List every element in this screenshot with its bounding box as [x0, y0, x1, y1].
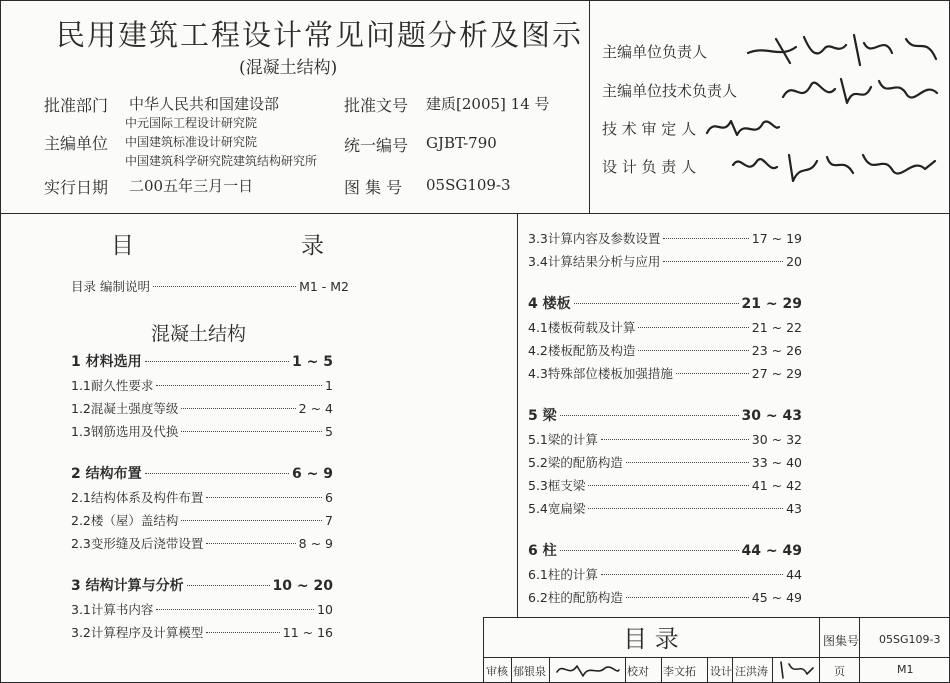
toc-item-label: 6.1柱的计算 — [528, 567, 598, 582]
resp-chief-tech-head: 主编单位技术负责人 — [602, 82, 738, 100]
unified-no-value: GJBT-790 — [426, 134, 497, 152]
toc-item-page: 27 ~ 29 — [751, 366, 802, 381]
toc-leader — [601, 439, 749, 440]
toc-subsection[interactable] — [528, 318, 802, 336]
toc-column-divider — [517, 213, 518, 617]
effective-date-value: 二00五年三月一日 — [129, 177, 254, 195]
chief-unit-2: 中国建筑标准设计研究院 — [125, 135, 258, 149]
toc-leader — [206, 543, 295, 544]
toc-item-label: 1.3钢筋选用及代换 — [71, 424, 179, 439]
toc-item-page: 45 ~ 49 — [751, 590, 802, 605]
toc-subsection[interactable] — [71, 623, 333, 641]
toc-item-page: 2 ~ 4 — [298, 401, 333, 416]
title-block-atlas-label: 图集号 — [823, 634, 860, 648]
toc-item-label: 5.2梁的配筋构造 — [528, 455, 623, 470]
toc-item-page: 1 ~ 5 — [292, 354, 333, 370]
title-block-atlas-value: 05SG109-3 — [879, 633, 941, 646]
toc-item-label: 2.3变形缝及后浇带设置 — [71, 536, 204, 551]
toc-chapter[interactable] — [71, 463, 333, 483]
toc-item-label: 3.1计算书内容 — [71, 602, 154, 617]
toc-item-page: 7 — [325, 513, 333, 528]
toc-leader — [574, 303, 739, 304]
approval-doc-label: 批准文号 — [344, 96, 409, 115]
toc-item-page: 5 — [325, 424, 333, 439]
toc-item-page: 23 ~ 26 — [751, 343, 802, 358]
toc-item-page: 10 ~ 20 — [272, 578, 333, 594]
toc-item-label: 1 材料选用 — [71, 354, 142, 370]
toc-leader — [601, 574, 783, 575]
toc-subsection[interactable] — [71, 534, 333, 552]
toc-chapter[interactable] — [528, 405, 802, 425]
toc-subsection[interactable] — [71, 600, 333, 618]
toc-leader — [638, 350, 748, 351]
toc-leader — [156, 385, 322, 386]
toc-subsection[interactable] — [528, 588, 802, 606]
toc-heading-right: 录 — [301, 233, 324, 259]
toc-item-label: 5.1梁的计算 — [528, 432, 598, 447]
toc-item-page: 6 ~ 9 — [292, 466, 333, 482]
toc-leader — [153, 286, 296, 287]
unified-no-label: 统一编号 — [344, 136, 409, 155]
toc-item-label: 2 结构布置 — [71, 466, 142, 482]
toc-chapter[interactable] — [528, 540, 802, 560]
toc-subsection[interactable] — [528, 453, 802, 471]
toc-section-title: 混凝土结构 — [151, 323, 247, 345]
toc-chapter[interactable] — [71, 351, 333, 371]
signature-chief-unit-head — [746, 29, 941, 69]
signature-tech-approver — [703, 111, 783, 141]
signature-designer — [777, 658, 817, 680]
toc-item-page: 30 ~ 43 — [741, 408, 802, 424]
check-label: 校对 — [627, 665, 649, 678]
check-name: 李文拓 — [663, 665, 696, 678]
atlas-no-value: 05SG109-3 — [426, 176, 511, 194]
toc-subsection[interactable] — [71, 399, 333, 417]
resp-chief-unit-head: 主编单位负责人 — [602, 43, 708, 61]
toc-item-page: 21 ~ 22 — [751, 320, 802, 335]
toc-subsection[interactable] — [528, 565, 802, 583]
toc-chapter[interactable] — [528, 293, 802, 313]
toc-item-page: 44 ~ 49 — [741, 543, 802, 559]
toc-leader — [560, 550, 739, 551]
atlas-title: 民用建筑工程设计常见问题分析及图示 — [56, 18, 584, 52]
toc-item-label: 2.2楼（屋）盖结构 — [71, 513, 179, 528]
toc-subsection[interactable] — [528, 430, 802, 448]
toc-item-label: 5 梁 — [528, 408, 557, 424]
toc-item-page: 21 ~ 29 — [741, 296, 802, 312]
toc-item-page: 44 — [786, 567, 802, 582]
toc-subsection[interactable] — [71, 422, 333, 440]
toc-item-label: 5.4宽扁梁 — [528, 501, 586, 516]
toc-leader — [560, 415, 739, 416]
toc-intro-page: M1 - M2 — [299, 279, 349, 294]
toc-item-label: 4.3特殊部位楼板加强措施 — [528, 366, 673, 381]
title-block-name: 目 录 — [623, 625, 679, 653]
toc-item-page: 33 ~ 40 — [751, 455, 802, 470]
toc-item-page: 1 — [325, 378, 333, 393]
toc-item-label: 4.2楼板配筋及构造 — [528, 343, 636, 358]
atlas-no-label: 图 集 号 — [344, 178, 403, 197]
toc-item-label: 1.1耐久性要求 — [71, 378, 154, 393]
toc-leader — [588, 508, 783, 509]
design-label: 设计 — [710, 665, 732, 678]
toc-leader — [187, 585, 270, 586]
toc-leader — [588, 485, 748, 486]
toc-leader — [206, 632, 279, 633]
toc-item-page: 30 ~ 32 — [751, 432, 802, 447]
toc-leader — [626, 462, 749, 463]
page-value: M1 — [897, 663, 914, 676]
toc-leader — [145, 361, 289, 362]
toc-subsection[interactable] — [528, 341, 802, 359]
chief-unit-3: 中国建筑科学研究院建筑结构研究所 — [125, 154, 318, 168]
toc-item-label: 1.2混凝土强度等级 — [71, 401, 179, 416]
toc-leader — [663, 238, 748, 239]
chief-unit-label: 主编单位 — [44, 134, 109, 153]
toc-item-page: 11 ~ 16 — [282, 625, 333, 640]
toc-item-label: 3.2计算程序及计算模型 — [71, 625, 204, 640]
toc-item-page: 41 ~ 42 — [751, 478, 802, 493]
toc-subsection[interactable] — [71, 488, 333, 506]
toc-subsection[interactable] — [528, 229, 802, 247]
signature-chief-tech-head — [779, 71, 944, 111]
toc-leader — [676, 373, 749, 374]
review-label: 审核 — [486, 665, 508, 678]
toc-heading-left: 目 — [111, 233, 134, 259]
header-divider-horizontal — [1, 213, 949, 214]
chief-unit-1: 中元国际工程设计研究院 — [125, 116, 258, 130]
toc-item-label: 3.4计算结果分析与应用 — [528, 254, 661, 269]
toc-item-label: 5.3框支梁 — [528, 478, 586, 493]
toc-item-label: 3.3计算内容及参数设置 — [528, 231, 661, 246]
page-label: 页 — [834, 665, 845, 678]
toc-chapter[interactable] — [71, 575, 333, 595]
toc-subsection[interactable] — [528, 499, 802, 517]
toc-intro-label: 目录 编制说明 — [71, 279, 150, 294]
resp-design-head: 设 计 负 责 人 — [602, 158, 697, 176]
toc-subsection[interactable] — [71, 511, 333, 529]
toc-item-label: 3 结构计算与分析 — [71, 578, 184, 594]
toc-leader — [181, 431, 322, 432]
resp-tech-approver: 技 术 审 定 人 — [602, 120, 697, 138]
toc-item-page: 8 ~ 9 — [298, 536, 333, 551]
toc-subsection[interactable] — [528, 476, 802, 494]
toc-subsection[interactable] — [71, 376, 333, 394]
approval-doc-value: 建质[2005] 14 号 — [426, 95, 550, 113]
toc-leader — [206, 497, 322, 498]
toc-item-page: 20 — [786, 254, 802, 269]
signature-reviewer — [553, 658, 623, 680]
toc-item-label: 4.1楼板荷载及计算 — [528, 320, 636, 335]
toc-leader — [626, 597, 749, 598]
approval-dept-label: 批准部门 — [44, 96, 109, 115]
toc-item-page: 10 — [317, 602, 333, 617]
toc-leader — [145, 473, 289, 474]
toc-item-page: 6 — [325, 490, 333, 505]
toc-leader — [181, 408, 295, 409]
design-name: 汪洪涛 — [735, 665, 768, 678]
toc-leader — [638, 327, 748, 328]
effective-date-label: 实行日期 — [44, 178, 109, 197]
atlas-subtitle: (混凝土结构) — [239, 58, 338, 78]
toc-leader — [181, 520, 322, 521]
header-divider-vertical — [589, 1, 590, 213]
toc-item-page: 43 — [786, 501, 802, 516]
approval-dept-value: 中华人民共和国建设部 — [129, 95, 280, 113]
toc-subsection[interactable] — [528, 364, 802, 382]
toc-leader — [663, 261, 783, 262]
toc-item-label: 2.1结构体系及构件布置 — [71, 490, 204, 505]
signature-design-head — [729, 147, 944, 187]
toc-subsection[interactable] — [528, 252, 802, 270]
toc-item-label: 6 柱 — [528, 543, 557, 559]
toc-intro-line[interactable] — [71, 277, 349, 295]
toc-item-label: 6.2柱的配筋构造 — [528, 590, 623, 605]
toc-leader — [156, 609, 314, 610]
review-name: 郁银泉 — [513, 665, 546, 678]
toc-item-page: 17 ~ 19 — [751, 231, 802, 246]
toc-item-label: 4 楼板 — [528, 296, 571, 312]
